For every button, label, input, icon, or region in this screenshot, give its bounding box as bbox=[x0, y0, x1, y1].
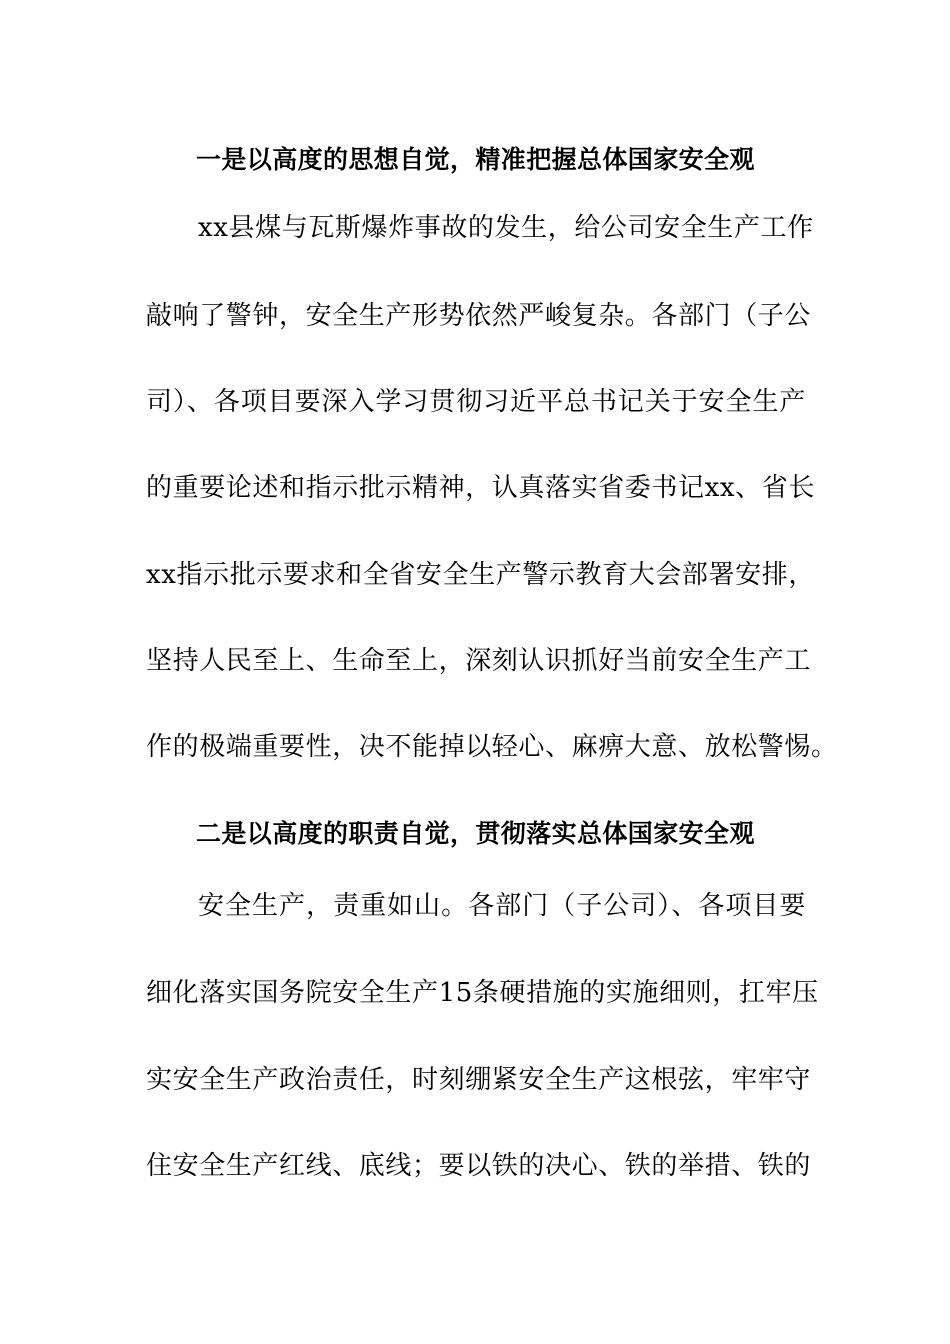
paragraph-line: 司）、各项目要深入学习贯彻习近平总书记关于安全生产 bbox=[146, 387, 806, 417]
paragraph-line: 坚持人民至上、生命至上，深刻认识抓好当前安全生产工 bbox=[146, 646, 812, 676]
paragraph-line: 细化落实国务院安全生产15条硬措施的实施细则，扛牢压 bbox=[146, 978, 819, 1008]
paragraph-line: 作的极端重要性，决不能掉以轻心、麻痹大意、放松警惕。 bbox=[146, 732, 838, 762]
paragraph-line: 住安全生产红线、底线；要以铁的决心、铁的举措、铁的 bbox=[146, 1151, 812, 1181]
paragraph-line: 的重要论述和指示批示精神，认真落实省委书记xx、省长 bbox=[146, 473, 815, 503]
paragraph-line: 安全生产，责重如山。各部门（子公司）、各项目要 bbox=[198, 891, 806, 921]
paragraph-line: xx县煤与瓦斯爆炸事故的发生，给公司安全生产工作 bbox=[198, 213, 814, 243]
paragraph-line: xx指示批示要求和全省安全生产警示教育大会部署安排， bbox=[146, 560, 815, 590]
paragraph-line: 敲响了警钟，安全生产形势依然严峻复杂。各部门（子公 bbox=[146, 301, 812, 331]
section-heading-1: 一是以高度的思想自觉，精准把握总体国家安全观 bbox=[196, 145, 755, 174]
paragraph-line: 实安全生产政治责任，时刻绷紧安全生产这根弦，牢牢守 bbox=[146, 1065, 812, 1095]
section-heading-2: 二是以高度的职责自觉，贯彻落实总体国家安全观 bbox=[196, 819, 755, 848]
